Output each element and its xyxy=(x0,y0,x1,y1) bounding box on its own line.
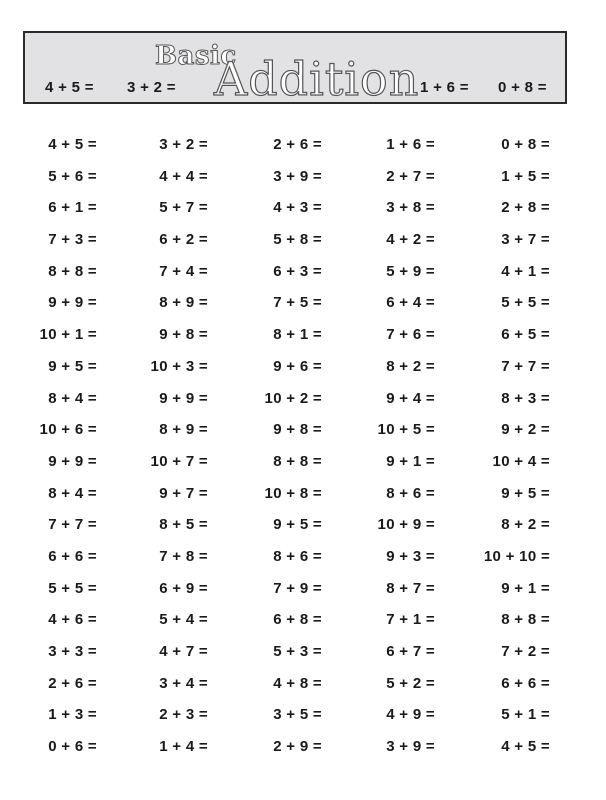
addition-problem: 0 + 8 = xyxy=(501,136,550,153)
addition-problem: 5 + 8 = xyxy=(273,231,322,249)
addition-problem: 6 + 8 = xyxy=(273,611,322,629)
addition-problem: 9 + 4 = xyxy=(386,389,435,407)
addition-problem: 5 + 4 = xyxy=(159,611,208,629)
addition-problem: 6 + 9 = xyxy=(159,579,208,597)
addition-problem: 10 + 5 = xyxy=(377,421,435,439)
addition-problem: 4 + 8 = xyxy=(273,674,322,692)
addition-problem: 9 + 9 = xyxy=(159,389,208,407)
addition-problem: 10 + 8 = xyxy=(264,484,322,502)
addition-problem: 3 + 8 = xyxy=(386,199,435,217)
addition-problem: 7 + 5 = xyxy=(273,294,322,312)
addition-problem: 9 + 8 = xyxy=(273,421,322,439)
addition-problem: 10 + 4 = xyxy=(492,452,550,470)
addition-problem: 9 + 1 = xyxy=(501,579,550,597)
addition-problem: 8 + 1 = xyxy=(273,326,322,344)
problem-row xyxy=(0,643,606,675)
addition-problem: 4 + 5 = xyxy=(48,136,97,153)
addition-problem: 7 + 6 = xyxy=(386,326,435,344)
problem-row xyxy=(0,168,606,200)
addition-problem: 10 + 2 = xyxy=(264,389,322,407)
problem-grid xyxy=(0,136,606,770)
addition-problem: 10 + 6 = xyxy=(39,421,97,439)
problem-row xyxy=(0,358,606,390)
addition-problem: 4 + 3 = xyxy=(273,199,322,217)
addition-problem: 9 + 5 = xyxy=(501,484,550,502)
problem-row xyxy=(0,548,606,580)
addition-problem: 2 + 6 = xyxy=(48,674,97,692)
addition-problem: 9 + 1 = xyxy=(386,452,435,470)
addition-problem: 9 + 2 = xyxy=(501,421,550,439)
addition-problem: 9 + 3 = xyxy=(386,547,435,565)
addition-problem: 5 + 6 = xyxy=(48,167,97,185)
addition-problem: 4 + 1 = xyxy=(501,262,550,280)
problem-row xyxy=(0,580,606,612)
addition-problem: 7 + 4 = xyxy=(159,262,208,280)
problem-row xyxy=(0,231,606,263)
addition-problem: 8 + 8 = xyxy=(273,452,322,470)
problem-row xyxy=(0,326,606,358)
addition-problem: 3 + 9 = xyxy=(273,167,322,185)
addition-problem: 4 + 9 = xyxy=(386,706,435,724)
addition-problem: 6 + 4 = xyxy=(386,294,435,312)
addition-problem: 10 + 1 = xyxy=(39,326,97,344)
problem-row xyxy=(0,485,606,517)
addition-problem: 2 + 7 = xyxy=(386,167,435,185)
addition-problem: 5 + 2 = xyxy=(386,674,435,692)
addition-problem: 8 + 6 = xyxy=(386,484,435,502)
problem-row xyxy=(0,706,606,738)
addition-problem: 6 + 6 = xyxy=(48,547,97,565)
problem-row xyxy=(0,611,606,643)
addition-problem: 2 + 3 = xyxy=(159,706,208,724)
addition-problem: 6 + 3 = xyxy=(273,262,322,280)
addition-problem: 7 + 7 = xyxy=(48,516,97,534)
addition-problem: 5 + 5 = xyxy=(501,294,550,312)
addition-problem: 8 + 9 = xyxy=(159,421,208,439)
addition-problem: 10 + 3 = xyxy=(150,357,208,375)
addition-problem: 3 + 9 = xyxy=(386,738,435,756)
addition-problem: 8 + 9 = xyxy=(159,294,208,312)
problem-row xyxy=(0,738,606,770)
addition-problem: 3 + 7 = xyxy=(501,231,550,249)
problem-row xyxy=(0,675,606,707)
addition-problem: 1 + 4 = xyxy=(159,738,208,756)
addition-problem: 8 + 6 = xyxy=(273,547,322,565)
addition-problem: 3 + 3 = xyxy=(48,643,97,660)
addition-problem: 9 + 9 = xyxy=(48,452,97,470)
addition-problem: 7 + 2 = xyxy=(501,643,550,660)
title-addition: Addition xyxy=(214,52,420,106)
addition-problem: 2 + 8 = xyxy=(501,199,550,217)
addition-problem: 5 + 1 = xyxy=(501,706,550,724)
addition-problem: 9 + 5 = xyxy=(273,516,322,534)
problem-row xyxy=(0,199,606,231)
addition-problem: 7 + 3 = xyxy=(48,231,97,249)
addition-problem: 1 + 3 = xyxy=(48,706,97,724)
addition-problem: 8 + 2 = xyxy=(386,357,435,375)
addition-problem: 5 + 7 = xyxy=(159,199,208,217)
addition-problem: 1 + 6 = xyxy=(386,136,435,153)
addition-problem: 6 + 7 = xyxy=(386,643,435,660)
addition-problem: 4 + 5 = xyxy=(501,738,550,756)
header-problem: 0 + 8 = xyxy=(498,79,547,96)
addition-problem: 8 + 3 = xyxy=(501,389,550,407)
addition-problem: 5 + 3 = xyxy=(273,643,322,660)
addition-problem: 5 + 9 = xyxy=(386,262,435,280)
addition-problem: 3 + 2 = xyxy=(159,136,208,153)
addition-problem: 3 + 5 = xyxy=(273,706,322,724)
problem-row xyxy=(0,390,606,422)
addition-problem: 6 + 2 = xyxy=(159,231,208,249)
addition-problem: 10 + 7 = xyxy=(150,452,208,470)
addition-problem: 4 + 6 = xyxy=(48,611,97,629)
addition-problem: 4 + 4 = xyxy=(159,167,208,185)
addition-problem: 9 + 5 = xyxy=(48,357,97,375)
addition-problem: 2 + 9 = xyxy=(273,738,322,756)
addition-problem: 5 + 5 = xyxy=(48,579,97,597)
addition-problem: 9 + 9 = xyxy=(48,294,97,312)
addition-problem: 3 + 4 = xyxy=(159,674,208,692)
addition-problem: 8 + 4 = xyxy=(48,389,97,407)
title-basic: Basic xyxy=(155,41,237,71)
addition-problem: 6 + 6 = xyxy=(501,674,550,692)
addition-problem: 7 + 8 = xyxy=(159,547,208,565)
addition-problem: 8 + 2 = xyxy=(501,516,550,534)
title-banner xyxy=(23,31,567,104)
problem-row xyxy=(0,136,606,168)
addition-problem: 6 + 5 = xyxy=(501,326,550,344)
addition-problem: 8 + 8 = xyxy=(48,262,97,280)
addition-problem: 9 + 8 = xyxy=(159,326,208,344)
addition-problem: 9 + 7 = xyxy=(159,484,208,502)
problem-row xyxy=(0,421,606,453)
problem-row xyxy=(0,294,606,326)
addition-problem: 8 + 5 = xyxy=(159,516,208,534)
addition-problem: 4 + 7 = xyxy=(159,643,208,660)
addition-problem: 8 + 7 = xyxy=(386,579,435,597)
problem-row xyxy=(0,453,606,485)
addition-problem: 7 + 9 = xyxy=(273,579,322,597)
addition-problem: 6 + 1 = xyxy=(48,199,97,217)
problem-row xyxy=(0,263,606,295)
addition-problem: 7 + 7 = xyxy=(501,357,550,375)
addition-problem: 7 + 1 = xyxy=(386,611,435,629)
addition-problem: 9 + 6 = xyxy=(273,357,322,375)
problem-row xyxy=(0,516,606,548)
addition-problem: 1 + 5 = xyxy=(501,167,550,185)
header-problem: 4 + 5 = xyxy=(45,79,94,96)
addition-problem: 4 + 2 = xyxy=(386,231,435,249)
addition-problem: 0 + 6 = xyxy=(48,738,97,756)
addition-problem: 10 + 10 = xyxy=(483,547,550,565)
addition-problem: 2 + 6 = xyxy=(273,136,322,153)
addition-problem: 8 + 4 = xyxy=(48,484,97,502)
addition-problem: 10 + 9 = xyxy=(377,516,435,534)
header-problem: 1 + 6 = xyxy=(420,79,469,96)
header-problem: 3 + 2 = xyxy=(127,79,176,96)
addition-problem: 8 + 8 = xyxy=(501,611,550,629)
